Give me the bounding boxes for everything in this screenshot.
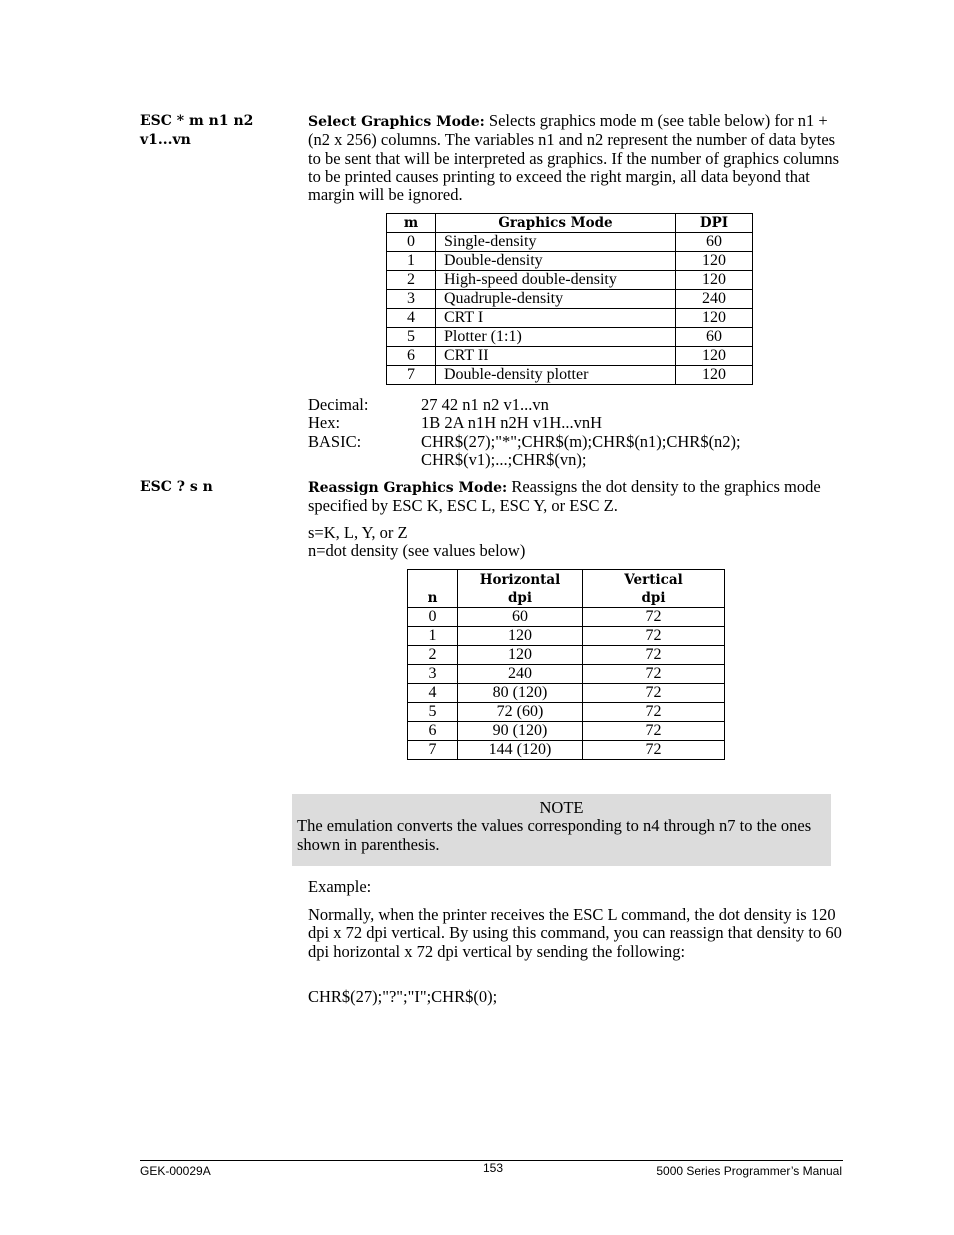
param-n: n=dot density (see values below) (308, 541, 526, 561)
cell-n: 1 (408, 627, 458, 646)
cell-m: 2 (387, 271, 436, 290)
select-graphics-mode-description: Selects graphics mode m (see table below) for n1 + (n2 x 256) columns. The variables n1 and n2 represent the number of data bytes to be sent that will be interpreted as graphics. If the number of graphics columns to be printed causes printing to exceed the right margin, all data beyond that margin will be ignored. (308, 111, 840, 205)
cell-dpi: 60 (676, 328, 753, 347)
cell-horizontal-dpi: 80 (120) (458, 684, 583, 703)
decimal-value: 27 42 n1 n2 v1...vn (421, 395, 549, 414)
cell-horizontal-dpi: 120 (458, 646, 583, 665)
cell-n: 7 (408, 741, 458, 760)
hex-value: 1B 2A n1H n2H v1H...vnH (421, 413, 603, 433)
cell-m: 7 (387, 366, 436, 385)
table-row (387, 309, 753, 328)
header-vertical-dpi: Vertical dpi (583, 570, 725, 608)
cell-dpi: 120 (676, 366, 753, 385)
cell-vertical-dpi: 72 (583, 703, 725, 722)
cell-n: 3 (408, 665, 458, 684)
header-dpi: DPI (676, 214, 753, 233)
cell-graphics-mode: Single-density (436, 233, 676, 252)
cell-dpi: 240 (676, 290, 753, 309)
command-esc-star: ESC * m n1 n2 v1...vn (140, 113, 254, 148)
cell-dpi: 60 (676, 233, 753, 252)
cell-horizontal-dpi: 72 (60) (458, 703, 583, 722)
note-text: The emulation converts the values corresponding to n4 through n7 to the ones shown in parenthesis. (297, 816, 812, 854)
select-graphics-mode-title: Select Graphics Mode: (308, 114, 485, 130)
table-row (408, 684, 725, 703)
cell-n: 0 (408, 608, 458, 627)
cell-graphics-mode: Double-density plotter (436, 366, 676, 385)
footer-page-number: 153 (482, 1161, 504, 1175)
param-s: s=K, L, Y, or Z (308, 523, 408, 542)
footer-doc-id: GEK-00029A (140, 1164, 211, 1178)
example-code: CHR$(27);"?";"I";CHR$(0); (308, 987, 498, 1006)
cell-graphics-mode: Quadruple-density (436, 290, 676, 309)
table-row (408, 608, 725, 627)
cell-graphics-mode: Double-density (436, 252, 676, 271)
cell-n: 5 (408, 703, 458, 722)
cell-horizontal-dpi: 90 (120) (458, 722, 583, 741)
cell-graphics-mode: High-speed double-density (436, 271, 676, 290)
table-row (408, 646, 725, 665)
basic-value-line2: CHR$(v1);...;CHR$(vn); (421, 449, 587, 469)
command-codes (308, 396, 848, 469)
table-header-row (408, 570, 725, 608)
cell-horizontal-dpi: 144 (120) (458, 741, 583, 760)
cell-graphics-mode: CRT II (436, 347, 676, 366)
cell-m: 6 (387, 347, 436, 366)
cell-vertical-dpi: 72 (583, 646, 725, 665)
table-row (408, 741, 725, 760)
table-header-row (387, 214, 753, 233)
cell-n: 4 (408, 684, 458, 703)
header-horizontal-dpi: Horizontal dpi (458, 570, 583, 608)
cell-vertical-dpi: 72 (583, 608, 725, 627)
cell-dpi: 120 (676, 252, 753, 271)
cell-vertical-dpi: 72 (583, 741, 725, 760)
basic-value-line1: CHR$(27);"*";CHR$(m);CHR$(n1);CHR$(n2); (421, 431, 741, 451)
table-row (408, 722, 725, 741)
cell-m: 4 (387, 309, 436, 328)
table-row (387, 328, 753, 347)
cell-graphics-mode: Plotter (1:1) (436, 328, 676, 347)
reassign-graphics-mode-title: Reassign Graphics Mode: (308, 480, 508, 496)
decimal-label: Decimal: (308, 395, 369, 414)
cell-horizontal-dpi: 60 (458, 608, 583, 627)
table-row (408, 665, 725, 684)
table-row (387, 252, 753, 271)
select-graphics-mode-paragraph (308, 112, 844, 204)
cell-m: 3 (387, 290, 436, 309)
cell-vertical-dpi: 72 (583, 722, 725, 741)
hex-label: Hex: (308, 413, 341, 433)
cell-n: 6 (408, 722, 458, 741)
footer-manual-title: 5000 Series Programmer’s Manual (656, 1164, 842, 1178)
example-text: Normally, when the printer receives the ESC L command, the dot density is 120 dpi x 72 dpi vertical. By using this command, you can reassign that density to 60 dpi horizontal x 72 dpi vertical by sending the following: (308, 905, 842, 961)
table-row (387, 271, 753, 290)
cell-n: 2 (408, 646, 458, 665)
basic-label: BASIC: (308, 431, 362, 451)
cell-horizontal-dpi: 120 (458, 627, 583, 646)
cell-dpi: 120 (676, 347, 753, 366)
header-n: n (408, 570, 458, 608)
table-row (387, 290, 753, 309)
cell-graphics-mode: CRT I (436, 309, 676, 328)
table-row (408, 703, 725, 722)
reassign-graphics-mode-description: Reassigns the dot density to the graphics mode specified by ESC K, ESC L, ESC Y, or ESC Z. (308, 477, 821, 516)
cell-vertical-dpi: 72 (583, 684, 725, 703)
table-row (387, 347, 753, 366)
table-row (387, 366, 753, 385)
example-label: Example: (308, 877, 372, 896)
command-esc-question: ESC ? s n (140, 479, 213, 495)
reassign-graphics-mode-paragraph (308, 478, 844, 516)
header-graphics-mode: Graphics Mode (436, 214, 676, 233)
cell-horizontal-dpi: 240 (458, 665, 583, 684)
dot-density-table (407, 569, 725, 760)
table-row (408, 627, 725, 646)
cell-vertical-dpi: 72 (583, 665, 725, 684)
cell-dpi: 120 (676, 309, 753, 328)
note-box (292, 794, 831, 866)
table-row (387, 233, 753, 252)
parameters-block (308, 524, 844, 561)
cell-m: 0 (387, 233, 436, 252)
note-title: NOTE (539, 798, 584, 817)
cell-vertical-dpi: 72 (583, 627, 725, 646)
cell-m: 5 (387, 328, 436, 347)
header-m: m (387, 214, 436, 233)
graphics-mode-table (386, 213, 753, 385)
cell-m: 1 (387, 252, 436, 271)
cell-dpi: 120 (676, 271, 753, 290)
